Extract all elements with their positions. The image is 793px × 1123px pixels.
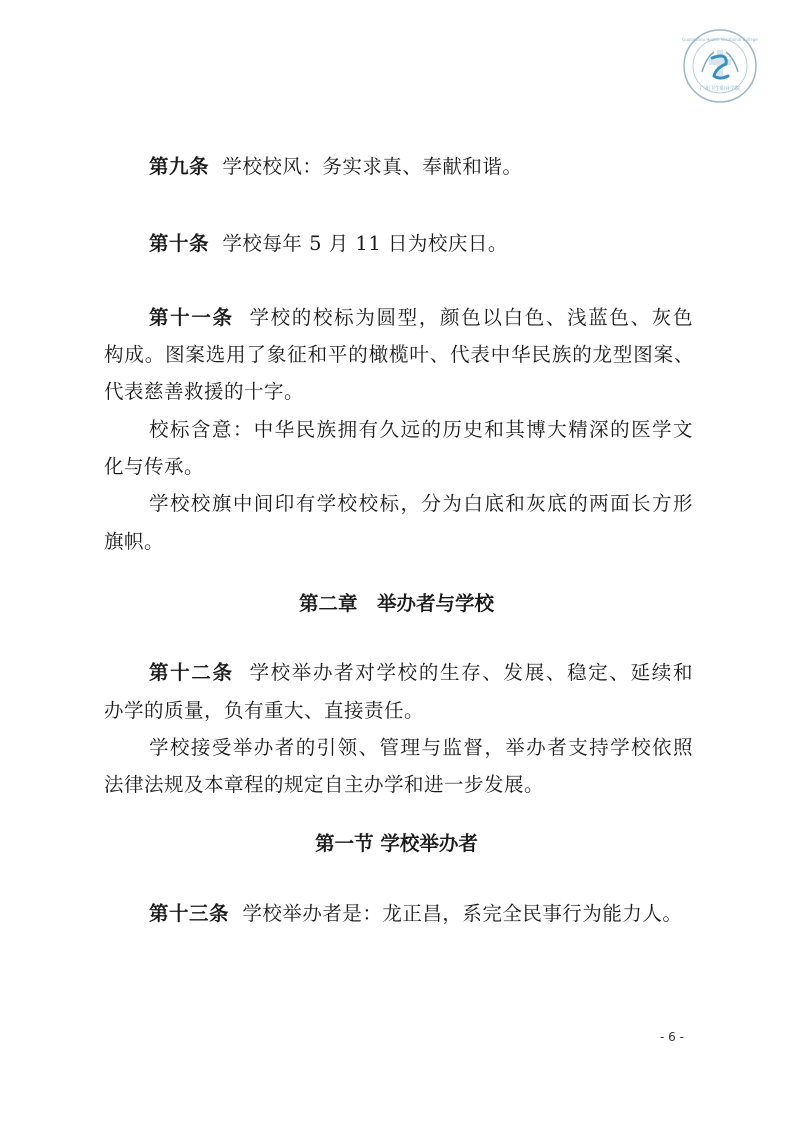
article-10 [149,232,508,256]
article-12-p2-line-2: 法律法规及本章程的规定自主办学和进一步发展。 [104,773,545,796]
article-11-line-1: 第十一条 学校的校标为圆型，颜色以白色、浅蓝色、灰色 [149,306,693,329]
article-12-p2-line-1: 学校接受举办者的引领、管理与监督，举办者支持学校依照 [149,736,693,759]
article-13-label: 第十三条 [149,902,230,925]
article-11-p3-line-1: 学校校旗中间印有学校校标，分为白底和灰底的两面长方形 [149,492,693,515]
svg-text:广州卫生职业学院: 广州卫生职业学院 [699,86,741,92]
article-12-line-1: 第十二条 学校举办者对学校的生存、发展、稳定、延续和 [149,661,693,684]
article-13 [149,902,682,926]
article-13-text: 学校举办者是：龙正昌，系完全民事行为能力人。 [242,902,683,925]
page-number: - 6 - [660,1030,684,1044]
article-11-label: 第十一条 [149,306,234,329]
article-10-label: 第十条 [149,232,210,255]
svg-text:Guangzhou Health Vocational Co: Guangzhou Health Vocational College [682,37,758,42]
article-11-p2-line-1: 校标含意：中华民族拥有久远的历史和其博大精深的医学文 [149,418,693,441]
article-10-text: 学校每年 5 月 11 日为校庆日。 [222,232,508,255]
section-1-heading: 第一节 学校举办者 [315,832,478,855]
article-12-label: 第十二条 [149,661,234,684]
article-9-text: 学校校风：务实求真、奉献和谐。 [222,155,523,178]
article-9 [149,155,522,179]
article-9-label: 第九条 [149,155,210,178]
article-11-p2-line-2: 化与传承。 [104,455,205,478]
article-11-line-3: 代表慈善救援的十字。 [104,380,305,403]
chapter-2-heading: 第二章 举办者与学校 [298,592,494,615]
article-11-line-2: 构成。图案选用了象征和平的橄榄叶、代表中华民族的龙型图案、 [104,343,694,366]
school-logo-icon [682,28,758,104]
article-11-p3-line-2: 旗帜。 [104,530,165,553]
article-12-line-2: 办学的质量，负有重大、直接责任。 [104,699,425,722]
